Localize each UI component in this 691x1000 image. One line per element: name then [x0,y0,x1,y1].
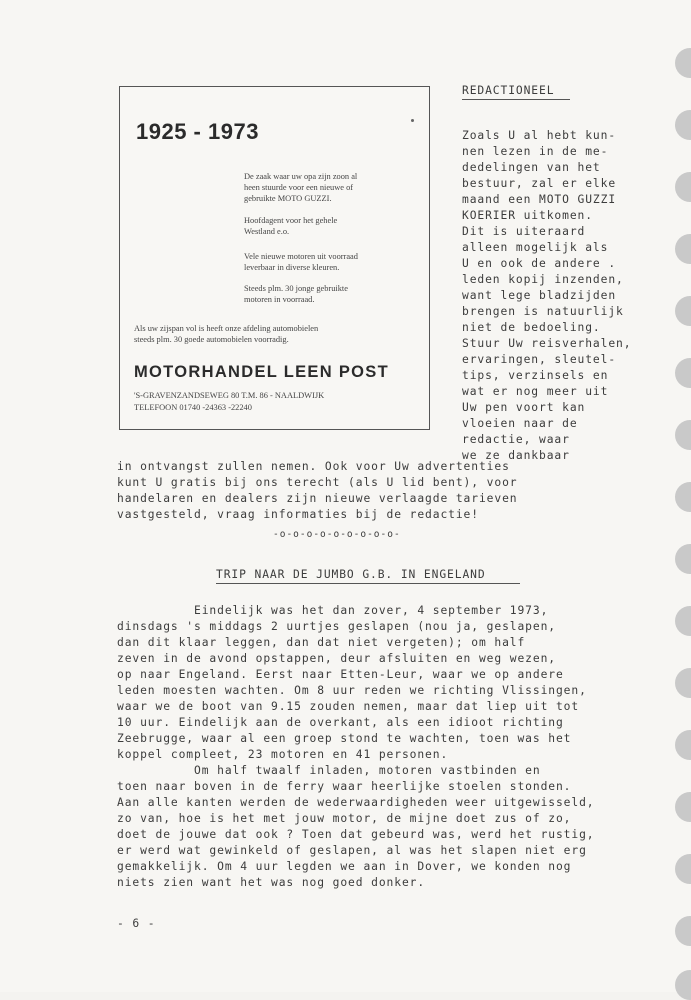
article-line: gemakkelijk. Om 4 uur legden we aan in Dover, we konden nog [117,860,572,873]
editorial-line: leden kopij inzenden, [462,273,624,286]
ad-contact [134,390,324,414]
article-line: dinsdags 's middags 2 uurtjes geslapen (nou ja, geslapen, [117,620,556,633]
binder-holes [661,0,691,992]
binder-hole [675,606,691,636]
binder-hole [675,792,691,822]
editorial-line: want lege bladzijden [462,289,617,302]
ad-text-line: motoren in voorraad. [244,295,315,304]
editorial-line: redactie, waar [462,433,570,446]
article-line: doet de jouwe dat ook ? Toen dat gebeurd was, werd het rustig, [117,828,595,841]
editorial-heading: REDACTIONEEL [462,84,555,97]
editorial-line: maand een MOTO GUZZI [462,193,617,206]
editorial-line: alleen mogelijk als [462,241,609,254]
ad-text-line: steeds plm. 30 goede automobielen voorradig. [134,335,289,344]
editorial-line: tips, verzinsels en [462,369,609,382]
binder-hole [675,730,691,760]
editorial-line: nen lezen in de me- [462,145,609,158]
editorial-line: brengen is natuurlijk [462,305,624,318]
article-line: waar we de boot van 9.15 zouden nemen, maar dat liep uit tot [117,700,580,713]
ad-years: 1925 - 1973 [136,119,259,144]
ad-text-line: Hoofdagent voor het gehele [244,216,338,225]
editorial-line: dedelingen van het [462,161,601,174]
editorial-line: vastgesteld, vraag informaties bij de redactie! [117,508,479,521]
trip-heading: TRIP NAAR DE JUMBO G.B. IN ENGELAND [216,568,486,581]
editorial-line: vloeien naar de [462,417,578,430]
ad-text-line: Steeds plm. 30 jonge gebruikte [244,284,348,293]
article-line: niets zien want het was nog goed donker. [117,876,426,889]
article-line: Eindelijk was het dan zover, 4 september 1973, [117,604,549,617]
binder-hole [675,358,691,388]
ad-text-line: leverbaar in diverse kleuren. [244,263,340,272]
article-line: zeven in de avond opstappen, deur afsluiten en weg wezen, [117,652,556,665]
ad-paragraph-5 [134,323,318,345]
article-line: er werd wat gewinkeld of geslapen, al was het slapen niet erg [117,844,587,857]
binder-hole [675,668,691,698]
binder-hole [675,234,691,264]
editorial-line: niet de bedoeling. [462,321,601,334]
article-line: leden moesten wachten. Om 8 uur reden we richting Vlissingen, [117,684,587,697]
ad-paragraph-2 [244,215,337,237]
ad-text-line: Westland e.o. [244,227,290,236]
ad-text-line: gebruikte MOTO GUZZI. [244,194,332,203]
article-line: Om half twaalf inladen, motoren vastbinden en [117,764,541,777]
ad-dot [411,119,414,122]
binder-hole [675,296,691,326]
editorial-line: U en ook de andere . [462,257,617,270]
ad-phone: TELEFOON 01740 -24363 -22240 [134,403,252,412]
editorial-line: we ze dankbaar [462,449,570,462]
advertisement-box [119,86,430,430]
editorial-line: Zoals U al hebt kun- [462,129,617,142]
editorial-line: kunt U gratis bij ons terecht (als U lid bent), voor [117,476,518,489]
trip-heading-underline [216,583,520,584]
editorial-heading-underline [462,99,570,100]
editorial-line: in ontvangst zullen nemen. Ook voor Uw advertenties [117,460,510,473]
editorial-line: bestuur, zal er elke [462,177,617,190]
ad-paragraph-4 [244,283,348,305]
article-line: op naar Engeland. Eerst naar Etten-Leur, waar we op andere [117,668,564,681]
ad-text-line: De zaak waar uw opa zijn zoon al [244,172,358,181]
ad-text-line: Vele nieuwe motoren uit voorraad [244,252,358,261]
binder-hole [675,420,691,450]
editorial-line: wat er nog meer uit [462,385,609,398]
binder-hole [675,854,691,884]
ad-paragraph-3 [244,251,358,273]
article-line: toen naar boven in de ferry waar heerlijke stoelen stonden. [117,780,572,793]
ad-text-line: heen stuurde voor een nieuwe of [244,183,354,192]
ad-address: 'S-GRAVENZANDSEWEG 80 T.M. 86 - NAALDWIJK [134,391,325,400]
article-line: koppel compleet, 23 motoren en 41 personen. [117,748,449,761]
editorial-line: Uw pen voort kan [462,401,586,414]
binder-hole [675,172,691,202]
article-line: Zeebrugge, waar al een groep stond te wachten, toen was het [117,732,572,745]
binder-hole [675,916,691,946]
binder-hole [675,970,691,1000]
page-number: - 6 - [117,917,156,930]
article-line: dan dit klaar leggen, dan dat niet vergeten); om half [117,636,526,649]
editorial-line: KOERIER uitkomen. [462,209,593,222]
article-line: zo van, hoe is het met jouw motor, de mijne doet zus of zo, [117,812,572,825]
ad-company-name: MOTORHANDEL LEEN POST [134,363,389,381]
ad-paragraph-1 [244,171,357,204]
editorial-line: ervaringen, sleutel- [462,353,617,366]
binder-hole [675,48,691,78]
ad-text-line: Als uw zijspan vol is heeft onze afdeling automobielen [134,324,319,333]
binder-hole [675,110,691,140]
editorial-line: Stuur Uw reisverhalen, [462,337,632,350]
article-line: Aan alle kanten werden de wederwaardigheden weer uitgewisseld, [117,796,595,809]
article-line: 10 uur. Eindelijk aan de overkant, als een idioot richting [117,716,564,729]
section-divider: -o-o-o-o-o-o-o-o-o- [273,529,401,540]
binder-hole [675,544,691,574]
binder-hole [675,482,691,512]
editorial-line: handelaren en dealers zijn nieuwe verlaagde tarieven [117,492,518,505]
editorial-line: Dit is uiteraard [462,225,586,238]
